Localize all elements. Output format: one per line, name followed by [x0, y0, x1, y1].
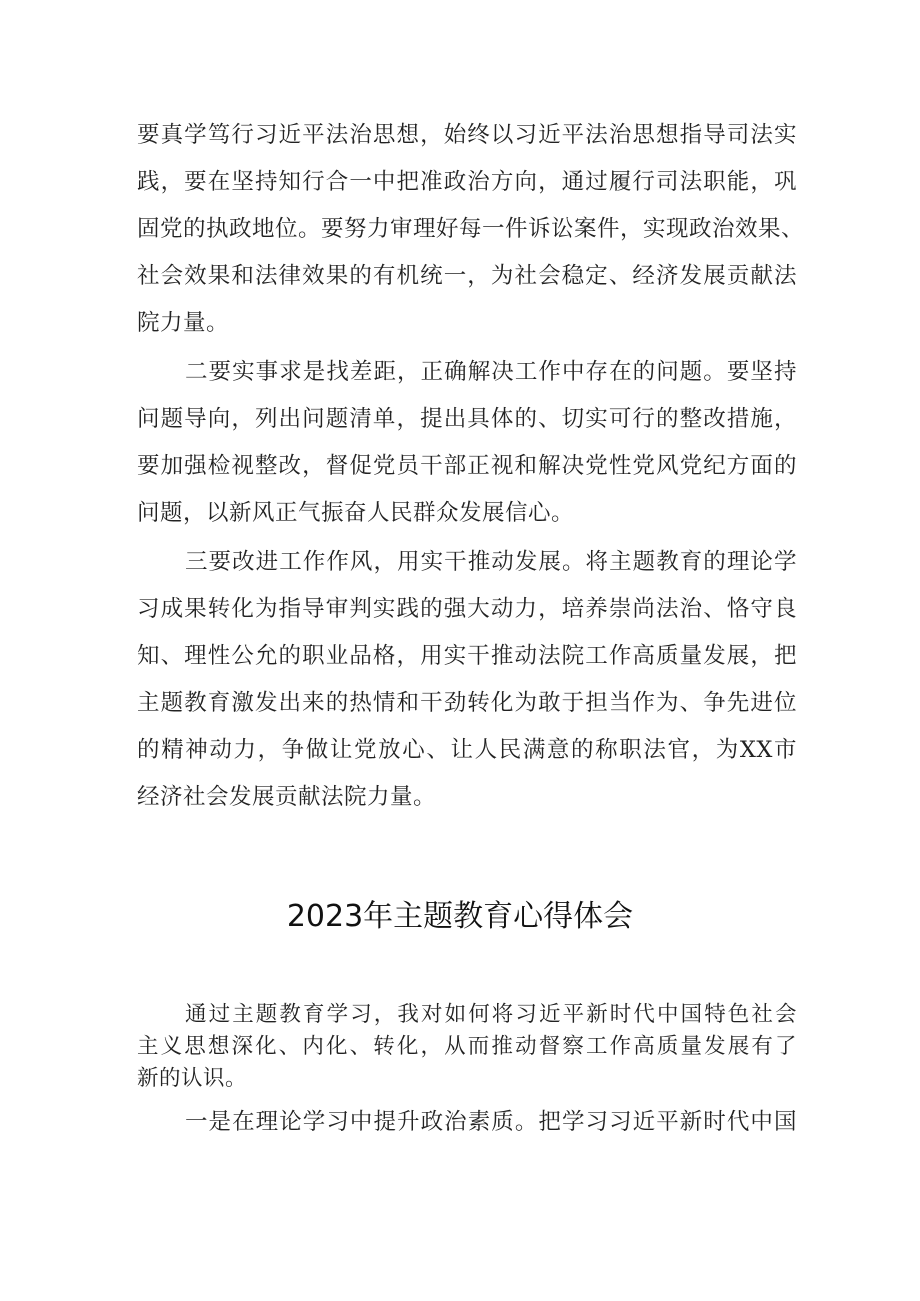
text-line: 通过主题教育学习，我对如何将习近平新时代中国特色社会: [185, 1002, 797, 1027]
text-line: 践，要在坚持知行合一中把准政治方向，通过履行司法职能，巩: [137, 169, 797, 195]
text-line: 主义思想深化、内化、转化，从而推动督察工作高质量发展有了: [137, 1034, 797, 1059]
text-line: 三要改进工作作风，用实干推动发展。将主题教育的理论学: [185, 549, 797, 575]
text-line: 固党的执政地位。要努力审理好每一件诉讼案件，实现政治效果、: [137, 216, 805, 242]
text-line: 问题，以新风正气振奋人民群众发展信心。: [137, 500, 575, 526]
text-line: 要真学笃行习近平法治思想，始终以习近平法治思想指导司法实: [137, 122, 797, 148]
text-line: 二要实事求是找差距，正确解决工作中存在的问题。要坚持: [185, 359, 797, 385]
document-title: 2023年主题教育心得体会: [286, 899, 634, 934]
text-line: 要加强检视整改，督促党员干部正视和解决党性党风党纪方面的: [137, 453, 797, 479]
text-line: 新的认识。: [137, 1066, 248, 1091]
text-line: 经济社会发展贡献法院力量。: [137, 784, 437, 810]
text-line: 一是在理论学习中提升政治素质。把学习习近平新时代中国: [185, 1109, 797, 1135]
text-line: 院力量。: [137, 310, 230, 336]
text-line: 的精神动力，争做让党放心、让人民满意的称职法官，为XX市: [137, 737, 797, 763]
text-line: 主题教育激发出来的热情和干劲转化为敢于担当作为、争先进位: [137, 690, 797, 716]
text-line: 习成果转化为指导审判实践的强大动力，培养崇尚法治、恪守良: [137, 596, 797, 622]
text-line: 问题导向，列出问题清单，提出具体的、切实可行的整改措施，: [137, 406, 797, 432]
text-line: 知、理性公允的职业品格，用实干推动法院工作高质量发展，把: [137, 643, 797, 669]
text-line: 社会效果和法律效果的有机统一，为社会稳定、经济发展贡献法: [137, 263, 797, 289]
